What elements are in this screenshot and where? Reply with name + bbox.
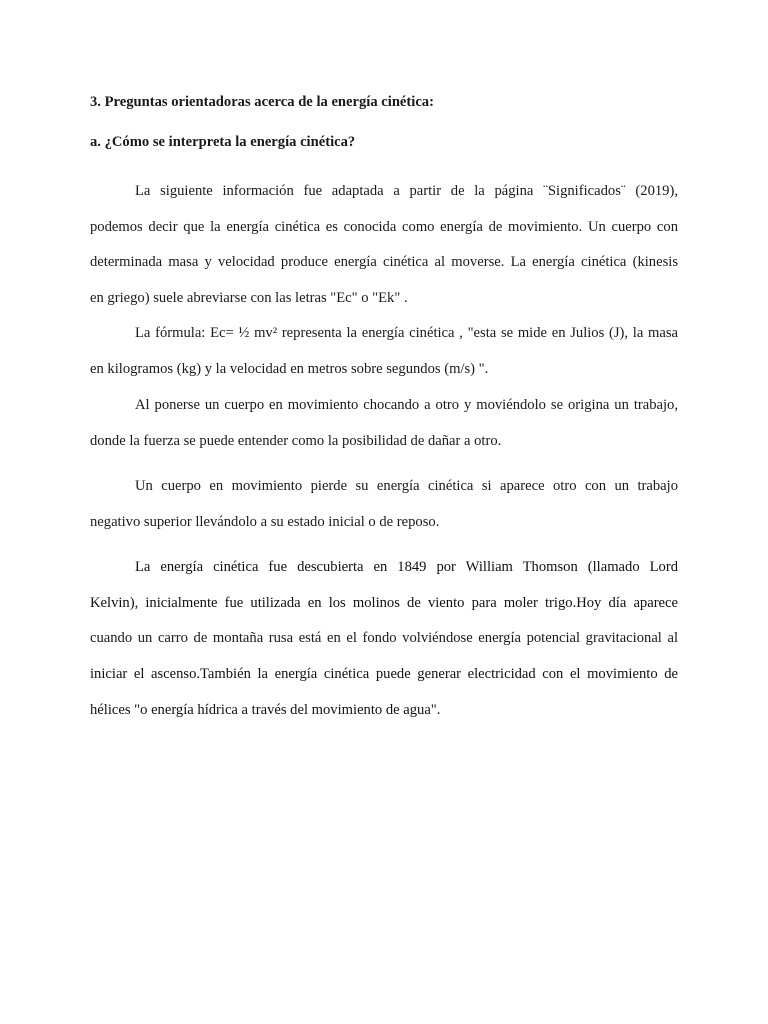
paragraph-line: La fórmula: Ec= ½ mv² representa la energía cinética , "esta se mide en Julios (J), la masa — [135, 325, 678, 341]
paragraph-line: hélices "o energía hídrica a través del movimiento de agua". — [90, 702, 441, 718]
paragraph-line: negativo superior llevándolo a su estado inicial o de reposo. — [90, 514, 440, 530]
paragraph-line: determinada masa y velocidad produce energía cinética al moverse. La energía cinética (kinesis — [90, 254, 678, 270]
paragraph-line: Un cuerpo en movimiento pierde su energía cinética si aparece otro con un trabajo — [135, 478, 678, 494]
paragraph-line: La energía cinética fue descubierta en 1849 por William Thomson (llamado Lord — [135, 559, 678, 575]
paragraph-line: donde la fuerza se puede entender como la posibilidad de dañar a otro. — [90, 433, 502, 449]
paragraph-line: Kelvin), inicialmente fue utilizada en los molinos de viento para moler trigo.Hoy día aparece — [90, 595, 678, 611]
paragraph-line: iniciar el ascenso.También la energía cinética puede generar electricidad con el movimiento de — [90, 666, 678, 682]
paragraph-line: cuando un carro de montaña rusa está en el fondo volviéndose energía potencial gravitacional al — [90, 630, 678, 646]
paragraph-line: Al ponerse un cuerpo en movimiento chocando a otro y moviéndolo se origina un trabajo, — [135, 397, 678, 413]
section-heading: 3. Preguntas orientadoras acerca de la energía cinética: — [90, 94, 434, 110]
paragraph-line: en griego) suele abreviarse con las letras "Ec" o "Ek" . — [90, 290, 408, 306]
question-heading: a. ¿Cómo se interpreta la energía cinética? — [90, 134, 356, 150]
paragraph-line: La siguiente información fue adaptada a partir de la página ¨Significados¨ (2019), — [135, 183, 678, 199]
paragraph-line: podemos decir que la energía cinética es conocida como energía de movimiento. Un cuerpo con — [90, 219, 678, 235]
paragraph-line: en kilogramos (kg) y la velocidad en metros sobre segundos (m/s) ". — [90, 361, 489, 377]
